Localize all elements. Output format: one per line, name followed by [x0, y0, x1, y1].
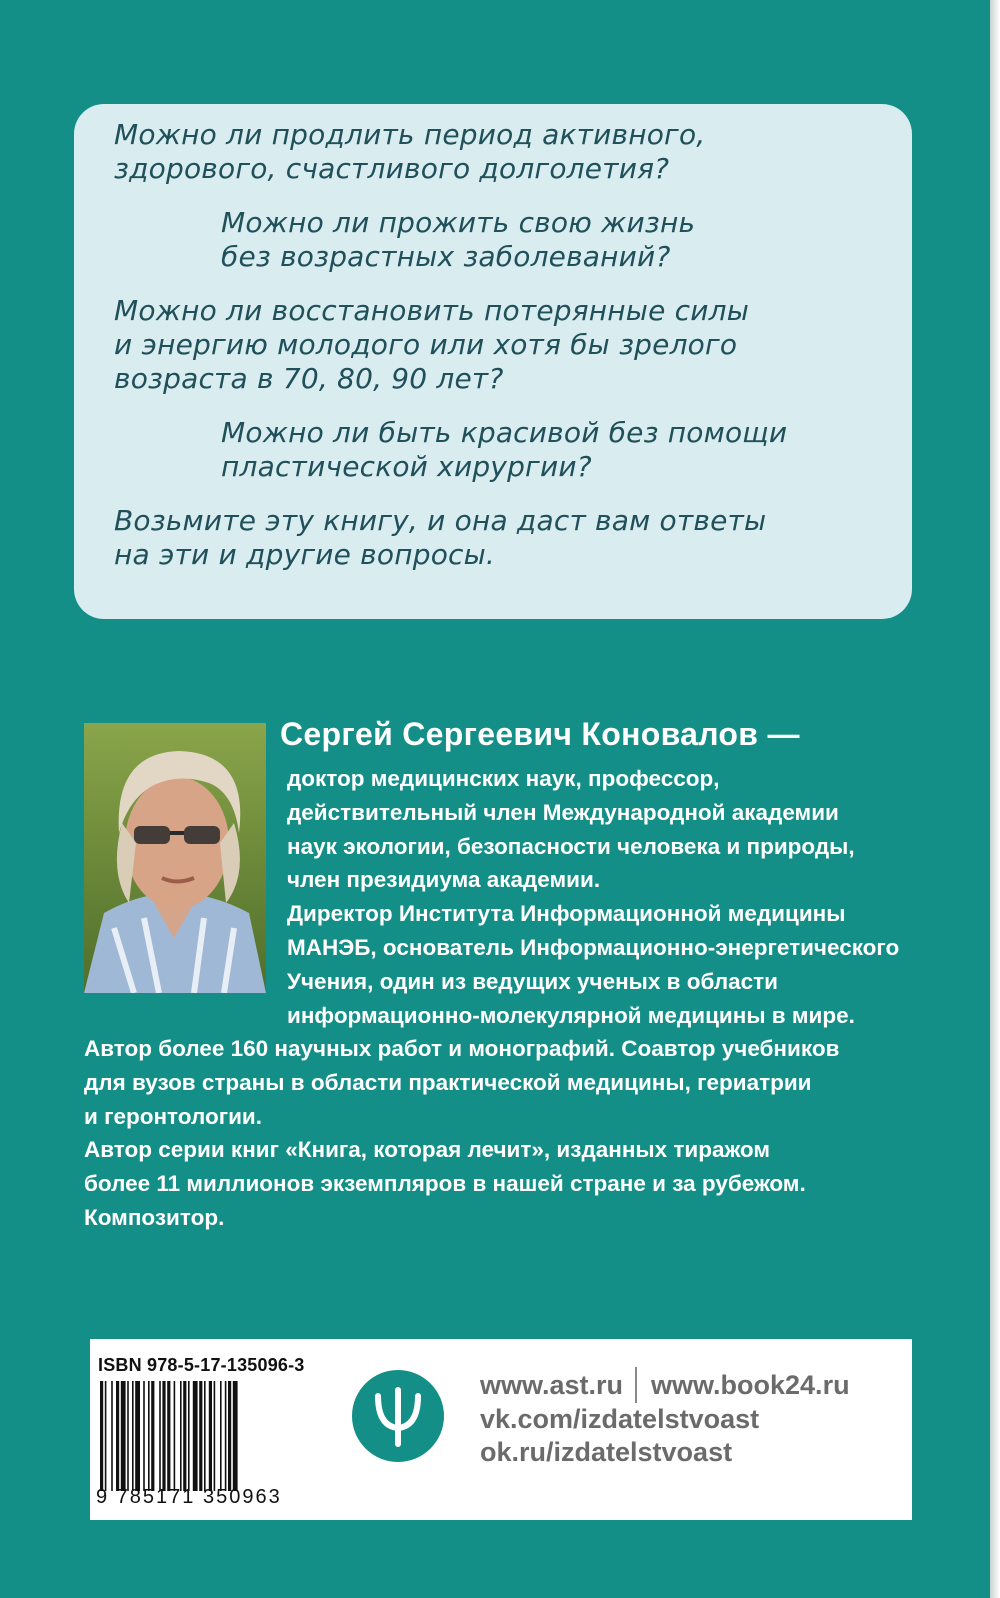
- barcode-bar: [162, 1381, 165, 1491]
- barcode-bar: [188, 1381, 190, 1491]
- question-4: Можно ли быть красивой без помощи пластической хирургии?: [221, 416, 788, 483]
- link-vk[interactable]: vk.com/izdatelstvoast: [480, 1404, 760, 1434]
- author-name: Сергей Сергеевич Коновалов —: [280, 716, 800, 752]
- barcode-digits: 9 785171 350963: [96, 1486, 282, 1508]
- link-ast[interactable]: www.ast.ru: [480, 1369, 624, 1400]
- publisher-links: [480, 1367, 850, 1469]
- psi-logo-icon: [352, 1370, 444, 1462]
- barcode-bar: [183, 1381, 186, 1491]
- barcode-bar: [159, 1381, 161, 1491]
- question-2: Можно ли прожить свою жизнь без возрастных заболеваний?: [221, 206, 696, 273]
- barcode-bar: [225, 1381, 227, 1491]
- barcode-bar: [214, 1381, 216, 1491]
- barcode-bar: [127, 1381, 129, 1491]
- barcode-bar: [167, 1381, 170, 1491]
- barcode-bar: [209, 1381, 212, 1491]
- barcode-bar: [193, 1381, 198, 1491]
- barcode-bar: [151, 1381, 154, 1491]
- barcode-bar: [233, 1381, 238, 1491]
- barcode: [98, 1381, 316, 1491]
- author-bio-bottom: Автор более 160 научных работ и монографий. Соавтор учебников для вузов страны в области практической медицины, гериатрии и геронтологии. Автор серии книг «Книга, которая лечит», изданных тиражом более 11 миллионов экземпляров в нашей стране и за рубежом. Композитор.: [84, 1036, 840, 1230]
- barcode-bar: [204, 1381, 206, 1491]
- barcode-bar: [100, 1381, 103, 1491]
- barcode-bar: [220, 1381, 222, 1491]
- barcode-bar: [111, 1381, 113, 1491]
- question-3: Можно ли восстановить потерянные силы и энергию молодого или хотя бы зрелого возраста в 70, 80, 90 лет?: [114, 294, 750, 395]
- barcode-bar: [121, 1381, 126, 1491]
- barcode-bar: [143, 1381, 145, 1491]
- barcode-bar: [228, 1381, 231, 1491]
- barcode-bar: [116, 1381, 119, 1491]
- barcode-bar: [180, 1381, 182, 1491]
- link-book24[interactable]: www.book24.ru: [651, 1369, 850, 1400]
- links-divider: [635, 1367, 637, 1403]
- page-edge: [990, 0, 1000, 1598]
- barcode-bar: [105, 1381, 107, 1491]
- barcode-bar: [148, 1381, 150, 1491]
- link-ok[interactable]: ok.ru/izdatelstvoast: [480, 1437, 733, 1467]
- question-1: Можно ли продлить период активного, здорового, счастливого долголетия?: [114, 118, 706, 185]
- barcode-bar: [199, 1381, 202, 1491]
- questions-box: [74, 104, 912, 619]
- author-bio-top: доктор медицинских наук, профессор, действительный член Международной академии наук экологии, безопасности человека и природы, член президиума академии. Директор Института Информационной медицины МАНЭБ, основатель Информационно-энергетического Учения, один из ведущих ученых в области информационно-молекулярной медицины в мире.: [287, 766, 900, 1028]
- barcode-bar: [174, 1381, 176, 1491]
- barcode-bar: [132, 1381, 134, 1491]
- call-to-action: Возьмите эту книгу, и она даст вам ответы на эти и другие вопросы.: [114, 504, 767, 571]
- isbn: ISBN 978-5-17-135096-3: [98, 1355, 305, 1375]
- barcode-bar: [135, 1381, 140, 1491]
- author-photo: [84, 723, 266, 993]
- publisher-footer: [90, 1339, 912, 1520]
